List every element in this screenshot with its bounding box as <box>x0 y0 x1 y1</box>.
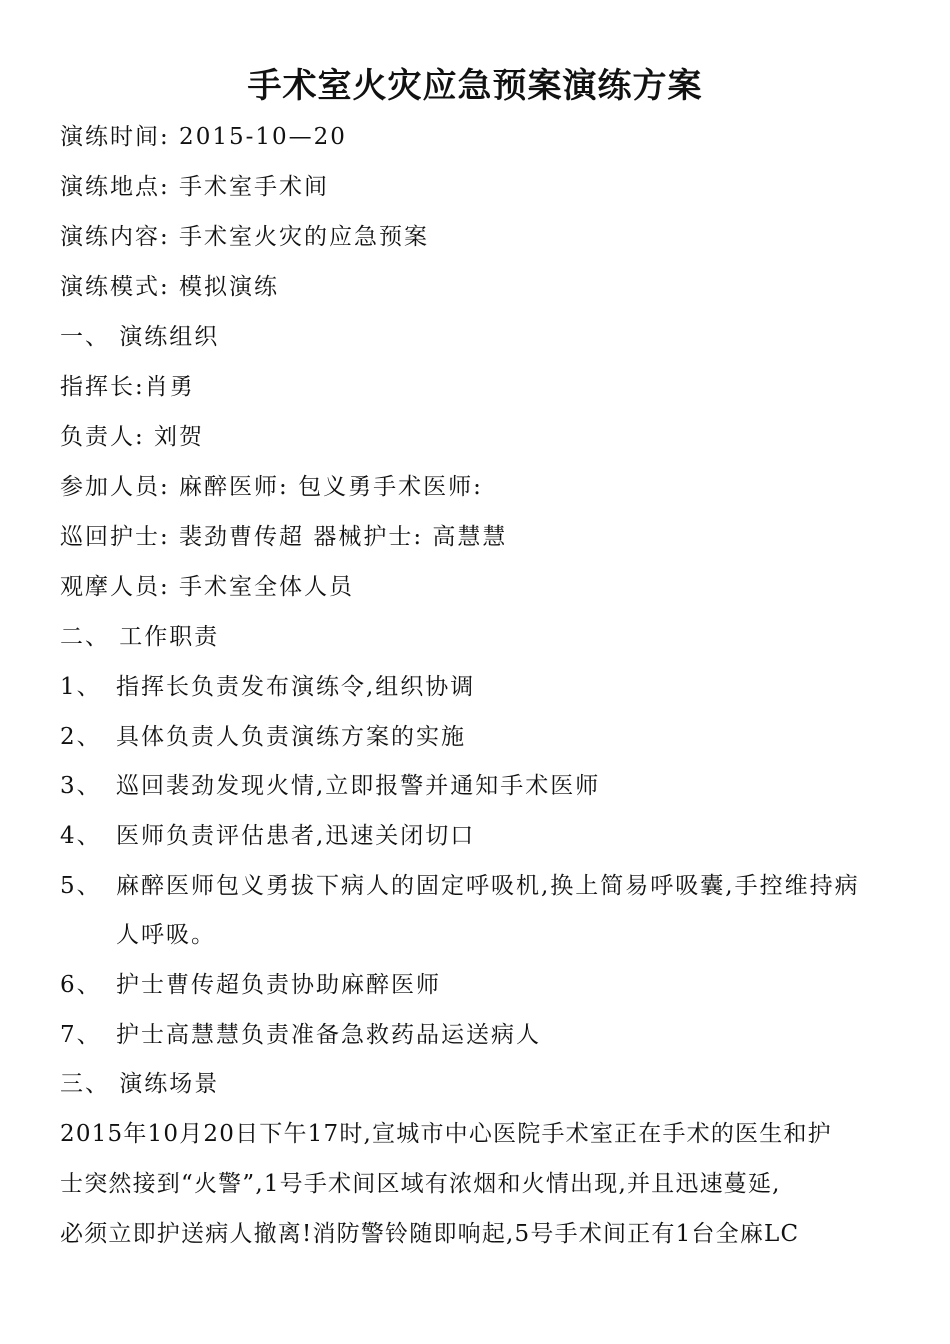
scene-paragraph-line: 2015年10月20日下午17时,宣城市中心医院手术室正在手术的医生和护 <box>60 1121 832 1147</box>
drill-content: 演练内容: 手术室火灾的应急预案 <box>60 224 430 250</box>
observers: 观摩人员: 手术室全体人员 <box>60 574 355 600</box>
duty-number: 3、 <box>60 773 102 799</box>
duty-item <box>60 671 475 703</box>
duty-text: 人呼吸。 <box>116 922 216 948</box>
document-title: 手术室火灾应急预案演练方案 <box>247 66 703 106</box>
scene-paragraph-line: 必须立即护送病人撤离!消防警铃随即响起,5号手术间正有1台全麻LC <box>60 1221 800 1247</box>
scene-paragraph-line: 士突然接到“火警”,1号手术间区域有浓烟和火情出现,并且迅速蔓延, <box>60 1171 781 1197</box>
duty-item <box>60 770 600 802</box>
duty-text: 医师负责评估患者,迅速关闭切口 <box>116 823 476 849</box>
duty-text: 指挥长负责发布演练令,组织协调 <box>116 674 476 700</box>
duty-number: 4、 <box>60 823 102 849</box>
duty-item <box>60 721 466 753</box>
participants: 参加人员: 麻醉医师: 包义勇手术医师: <box>60 474 483 500</box>
duty-item <box>60 1019 541 1051</box>
section-heading-scene: 三、 演练场景 <box>60 1071 220 1097</box>
commander: 指挥长:肖勇 <box>60 374 195 400</box>
duty-number: 6、 <box>60 972 102 998</box>
drill-location: 演练地点: 手术室手术间 <box>60 174 330 200</box>
duty-item <box>60 969 441 1001</box>
drill-mode: 演练模式: 模拟演练 <box>60 274 280 300</box>
duty-text: 巡回裴劲发现火情,立即报警并通知手术医师 <box>116 773 601 799</box>
drill-time: 演练时间: 2015-10—20 <box>60 124 347 150</box>
duty-item <box>60 870 860 902</box>
duty-item <box>60 820 475 852</box>
duty-number: 1、 <box>60 674 102 700</box>
duty-text: 护士曹传超负责协助麻醉医师 <box>116 972 441 998</box>
duty-text: 护士高慧慧负责准备急救药品运送病人 <box>116 1022 541 1048</box>
duty-item-continuation <box>116 919 216 951</box>
section-heading-organization: 一、 演练组织 <box>60 324 220 350</box>
duty-text: 麻醉医师包义勇拔下病人的固定呼吸机,换上简易呼吸囊,手控维持病 <box>116 873 860 899</box>
section-heading-duties: 二、 工作职责 <box>60 624 220 650</box>
circulating-nurses: 巡回护士: 裴劲曹传超 器械护士: 高慧慧 <box>60 524 508 550</box>
duty-number: 2、 <box>60 724 102 750</box>
duty-number: 7、 <box>60 1022 102 1048</box>
person-in-charge: 负责人: 刘贺 <box>60 424 205 450</box>
duty-number: 5、 <box>60 873 102 899</box>
duty-text: 具体负责人负责演练方案的实施 <box>116 724 466 750</box>
